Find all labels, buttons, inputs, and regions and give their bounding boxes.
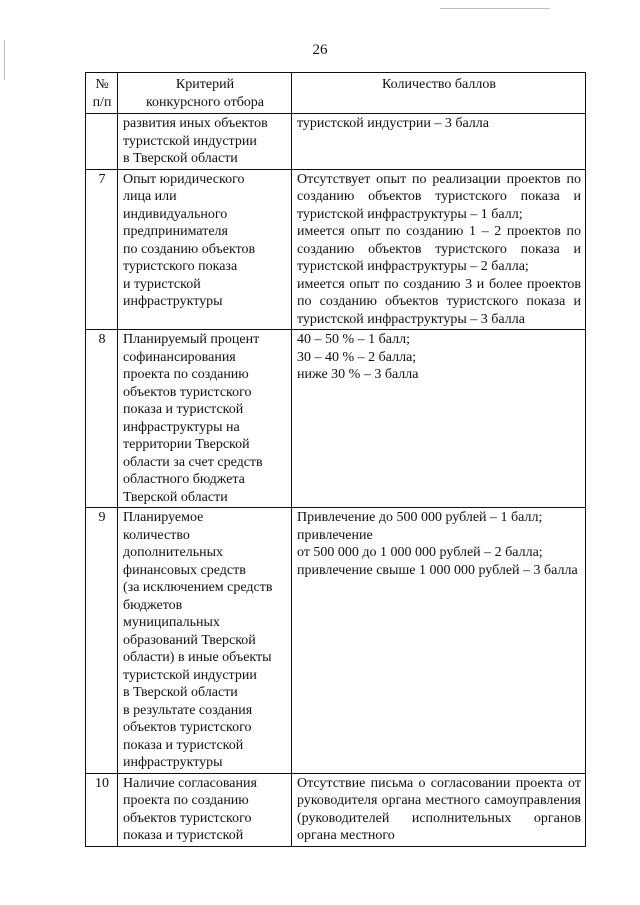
row-points: [292, 773, 586, 846]
row-criterion: Наличие согласования проекта по созданию объектов туристского показа и туристской: [118, 773, 292, 846]
scan-mark-top: [440, 8, 550, 9]
points-line: 40 – 50 % – 1 балл;: [297, 332, 410, 347]
page-number: 26: [312, 42, 328, 58]
points-line: 30 – 40 % – 2 балла;: [297, 349, 417, 365]
row-points: [292, 508, 586, 774]
table-header-row: [86, 73, 586, 114]
criteria-table: [85, 72, 586, 847]
row-points: [292, 114, 586, 170]
row-number: [86, 114, 118, 170]
table-row: [86, 508, 586, 774]
row-points: [292, 330, 586, 508]
table-row: [86, 773, 586, 846]
row-number: 9: [86, 508, 118, 774]
points-line: от 500 000 до 1 000 000 рублей – 2 балла;: [297, 545, 543, 560]
points-line: Отсутствие письма о согласовании проекта от руководителя органа местного самоуправления (руководителей исполнительных органов органа местного: [297, 775, 581, 843]
row-number: 7: [86, 169, 118, 330]
table-row: [86, 169, 586, 330]
table-body: [86, 114, 586, 847]
table-row: [86, 114, 586, 170]
row-criterion: развития иных объектов туристской индустрии в Тверской области: [118, 114, 292, 170]
header-number: № п/п: [86, 73, 118, 114]
row-number: 8: [86, 330, 118, 508]
points-line: ниже 30 % – 3 балла: [297, 367, 419, 382]
row-criterion: Планируемый процент софинансирования проекта по созданию объектов туристского показа и туристской инфраструктуры на территории Тверской области за счет средств областного бюджета Тверской области: [118, 330, 292, 508]
points-line: имеется опыт по созданию 1 – 2 проектов по созданию объектов туристского показа и туристской инфраструктуры – 2 балла;: [297, 224, 581, 274]
points-line: привлечение: [297, 527, 373, 543]
points-line: туристской индустрии – 3 балла: [297, 116, 489, 131]
points-line: имеется опыт по созданию 3 и более проектов по созданию объектов туристского показа и туристской инфраструктуры – 3 балла: [297, 276, 581, 327]
points-line: привлечение свыше 1 000 000 рублей – 3 балла: [297, 562, 578, 578]
row-criterion: Планируемое количество дополнительных финансовых средств (за исключением средств бюджетов муниципальных образований Тверской области) в иные объекты туристской индустрии в Тверской области в результате создания объектов туристского показа и туристской инфраструктуры: [118, 508, 292, 774]
header-points: Количество баллов: [292, 73, 586, 114]
table-row: [86, 330, 586, 508]
points-line: Привлечение до 500 000 рублей – 1 балл;: [297, 510, 543, 525]
row-points: [292, 169, 586, 330]
header-criterion: Критерий конкурсного отбора: [118, 73, 292, 114]
points-line: Отсутствует опыт по реализации проектов по созданию объектов туристского показа и туристской инфраструктуры – 1 балл;: [297, 171, 581, 222]
row-number: 10: [86, 773, 118, 846]
row-criterion: Опыт юридического лица или индивидуального предпринимателя по созданию объектов туристского показа и туристской инфраструктуры: [118, 169, 292, 330]
